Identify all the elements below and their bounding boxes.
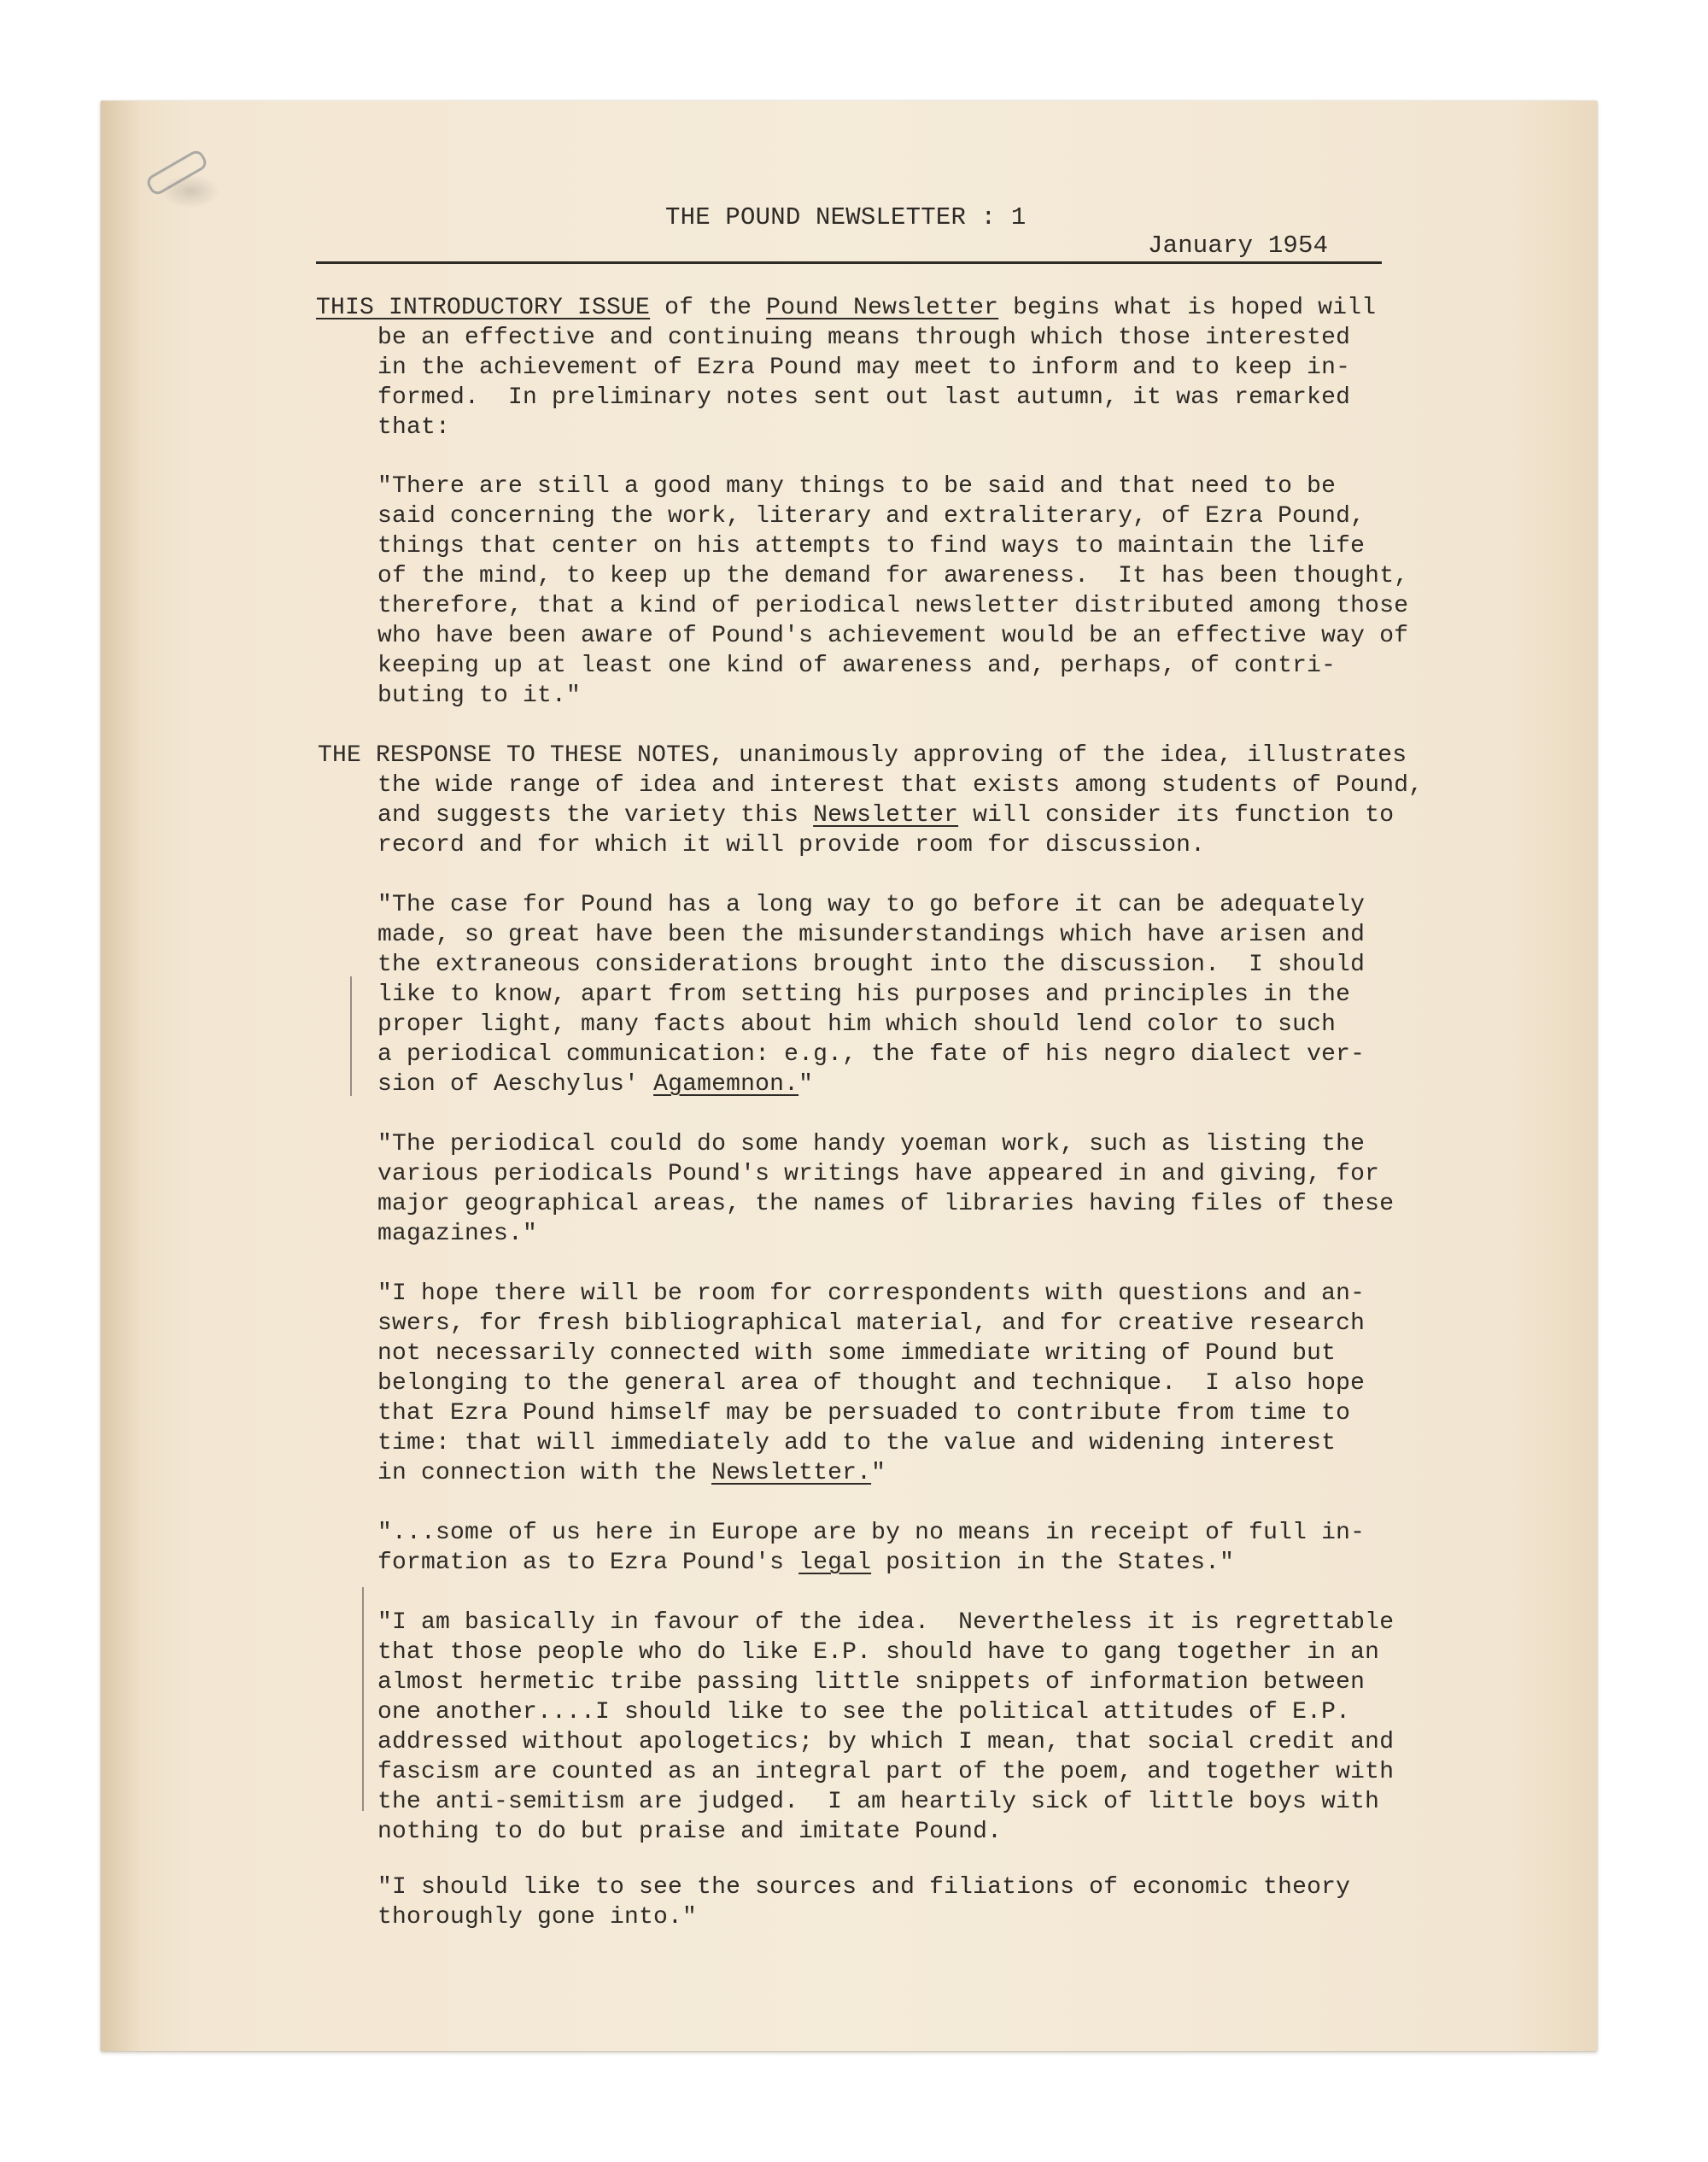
quote-line: keeping up at least one kind of awareness and, perhaps, of contri- — [377, 653, 1337, 679]
quote-line: not necessarily connected with some immediate writing of Pound but — [377, 1340, 1337, 1367]
quote-line: various periodicals Pound's writings have appeared in and giving, for — [377, 1161, 1380, 1187]
quote-line: that Ezra Pound himself may be persuaded to contribute from time to — [377, 1400, 1351, 1427]
quote-line: of the mind, to keep up the demand for awareness. It has been thought, — [377, 563, 1409, 589]
response-line: the wide range of idea and interest that exists among students of Pound, — [377, 772, 1424, 799]
intro-line — [316, 294, 1376, 323]
intro-text: begins what is hoped will — [998, 295, 1377, 321]
quote-line: thoroughly gone into." — [377, 1904, 698, 1931]
response-text: and suggests the variety this — [377, 802, 814, 829]
quote-line: nothing to do but praise and imitate Pound. — [377, 1819, 1003, 1845]
quote-line — [377, 1459, 886, 1488]
quote-line: a periodical communication: e.g., the fate of his negro dialect ver- — [377, 1041, 1366, 1068]
issue-date: January 1954 — [1148, 231, 1329, 260]
quote-line: the anti-semitism are judged. I am heartily sick of little boys with — [377, 1789, 1380, 1815]
quote-line: "...some of us here in Europe are by no means in receipt of full in- — [377, 1520, 1366, 1546]
quote-line: the extraneous considerations brought into the discussion. I should — [377, 952, 1366, 978]
quote-line: addressed without apologetics; by which I mean, that social credit and — [377, 1729, 1395, 1755]
intro-line: be an effective and continuing means through which those interested — [377, 325, 1351, 351]
newsletter-title: THE POUND NEWSLETTER : 1 — [665, 203, 1027, 231]
response-text: will consider its function to — [958, 802, 1395, 829]
rust-stain — [161, 174, 220, 208]
quote-line: fascism are counted as an integral part of the poem, and together with — [377, 1759, 1395, 1785]
response-line: THE RESPONSE TO THESE NOTES, unanimously approving of the idea, illustrates — [318, 742, 1407, 769]
quote-line: buting to it." — [377, 683, 582, 709]
quote-line: almost hermetic tribe passing little snippets of information between — [377, 1669, 1366, 1696]
quote-text: " — [871, 1460, 886, 1486]
quote-line: proper light, many facts about him which should lend color to such — [377, 1011, 1337, 1038]
quote-line: "The periodical could do some handy yoeman work, such as listing the — [377, 1131, 1366, 1157]
quote-text: formation as to Ezra Pound's — [377, 1550, 799, 1576]
newsletter-page — [101, 101, 1597, 2051]
quote-line: "I should like to see the sources and filiations of economic theory — [377, 1874, 1351, 1901]
intro-line: in the achievement of Ezra Pound may meet to inform and to keep in- — [377, 354, 1351, 381]
quote-line: that those people who do like E.P. should have to gang together in an — [377, 1639, 1380, 1666]
quote-line: therefore, that a kind of periodical newsletter distributed among those — [377, 593, 1409, 619]
quote-line: time: that will immediately add to the value and widening interest — [377, 1430, 1337, 1456]
emphasis-legal: legal — [798, 1550, 872, 1576]
quote-line: major geographical areas, the names of libraries having files of these — [377, 1191, 1395, 1217]
quote-line: "I am basically in favour of the idea. Nevertheless it is regrettable — [377, 1609, 1395, 1636]
quote-line: magazines." — [377, 1221, 538, 1247]
quote-line: "I hope there will be room for correspondents with questions and an- — [377, 1280, 1366, 1307]
quote-line: one another....I should like to see the political attitudes of E.P. — [377, 1699, 1351, 1725]
newsletter-name: Pound Newsletter — [766, 295, 999, 321]
quote-line: like to know, apart from setting his purposes and principles in the — [377, 981, 1351, 1008]
newsletter-name: Newsletter. — [711, 1460, 872, 1486]
quote-text: sion of Aeschylus' — [377, 1071, 654, 1098]
work-title: Agamemnon. — [653, 1071, 799, 1098]
quote-text: position in the States." — [871, 1550, 1235, 1576]
response-line — [377, 801, 1394, 830]
quote-line: said concerning the work, literary and extraliterary, of Ezra Pound, — [377, 503, 1366, 530]
intro-lead: THIS INTRODUCTORY ISSUE — [316, 295, 651, 321]
intro-line: that: — [377, 414, 451, 441]
quote-line: things that center on his attempts to find ways to maintain the life — [377, 533, 1366, 560]
quote-line: made, so great have been the misunderstandings which have arisen and — [377, 922, 1366, 948]
quote-line: swers, for fresh bibliographical material, and for creative research — [377, 1310, 1366, 1337]
margin-mark — [362, 1587, 364, 1811]
header-rule — [316, 261, 1382, 264]
margin-mark — [350, 976, 352, 1096]
quote-text: in connection with the — [377, 1460, 712, 1486]
newsletter-name: Newsletter — [813, 802, 959, 829]
quote-line: who have been aware of Pound's achievement would be an effective way of — [377, 623, 1409, 649]
response-line: record and for which it will provide room for discussion. — [377, 832, 1206, 858]
quote-line: belonging to the general area of thought and technique. I also hope — [377, 1370, 1366, 1397]
quote-line — [377, 1549, 1234, 1578]
intro-text: of the — [650, 295, 767, 321]
quote-text: " — [798, 1071, 814, 1098]
quote-line: "The case for Pound has a long way to go before it can be adequately — [377, 892, 1366, 918]
quote-line: "There are still a good many things to be said and that need to be — [377, 473, 1337, 500]
intro-line: formed. In preliminary notes sent out last autumn, it was remarked — [377, 384, 1351, 411]
quote-line — [377, 1070, 813, 1099]
